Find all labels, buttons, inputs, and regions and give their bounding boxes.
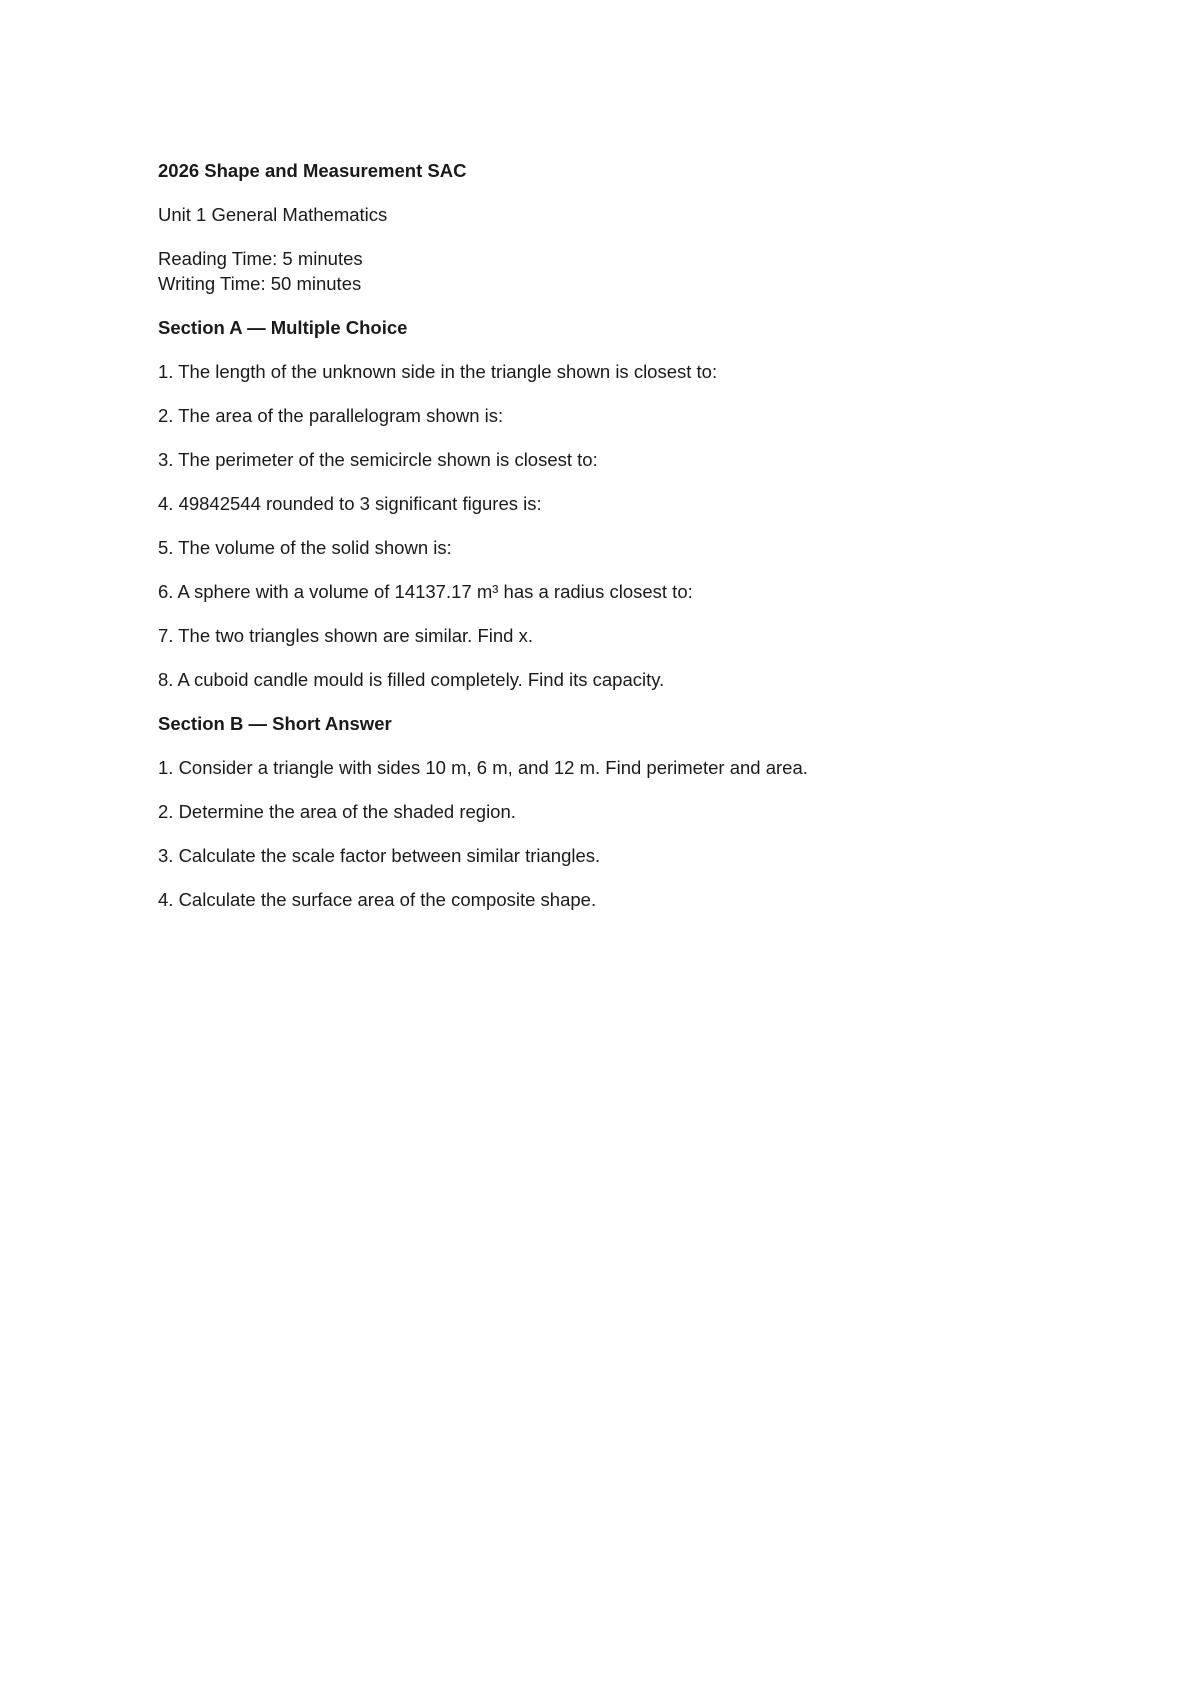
document-subtitle: Unit 1 General Mathematics	[158, 204, 388, 225]
section-a-heading: Section A — Multiple Choice	[158, 317, 408, 338]
section-b-question: 2. Determine the area of the shaded region.	[158, 801, 516, 822]
reading-time: Reading Time: 5 minutes	[158, 248, 363, 269]
document-title: 2026 Shape and Measurement SAC	[158, 160, 467, 181]
section-b-question: 3. Calculate the scale factor between similar triangles.	[158, 845, 601, 866]
writing-time: Writing Time: 50 minutes	[158, 273, 362, 294]
section-a-question: 6. A sphere with a volume of 14137.17 m³ has a radius closest to:	[158, 581, 693, 602]
section-a-question: 7. The two triangles shown are similar. Find x.	[158, 625, 533, 646]
section-a-question: 8. A cuboid candle mould is filled completely. Find its capacity.	[158, 669, 665, 690]
document-content	[158, 158, 1108, 912]
section-b-question: 4. Calculate the surface area of the composite shape.	[158, 889, 597, 910]
section-a-question: 3. The perimeter of the semicircle shown is closest to:	[158, 449, 598, 470]
section-a-question: 5. The volume of the solid shown is:	[158, 537, 452, 558]
section-b-heading: Section B — Short Answer	[158, 713, 392, 734]
section-a-question: 1. The length of the unknown side in the triangle shown is closest to:	[158, 361, 718, 382]
section-a-question: 2. The area of the parallelogram shown is:	[158, 405, 504, 426]
section-b-question: 1. Consider a triangle with sides 10 m, 6 m, and 12 m. Find perimeter and area.	[158, 757, 808, 778]
section-a-question: 4. 49842544 rounded to 3 significant figures is:	[158, 493, 542, 514]
